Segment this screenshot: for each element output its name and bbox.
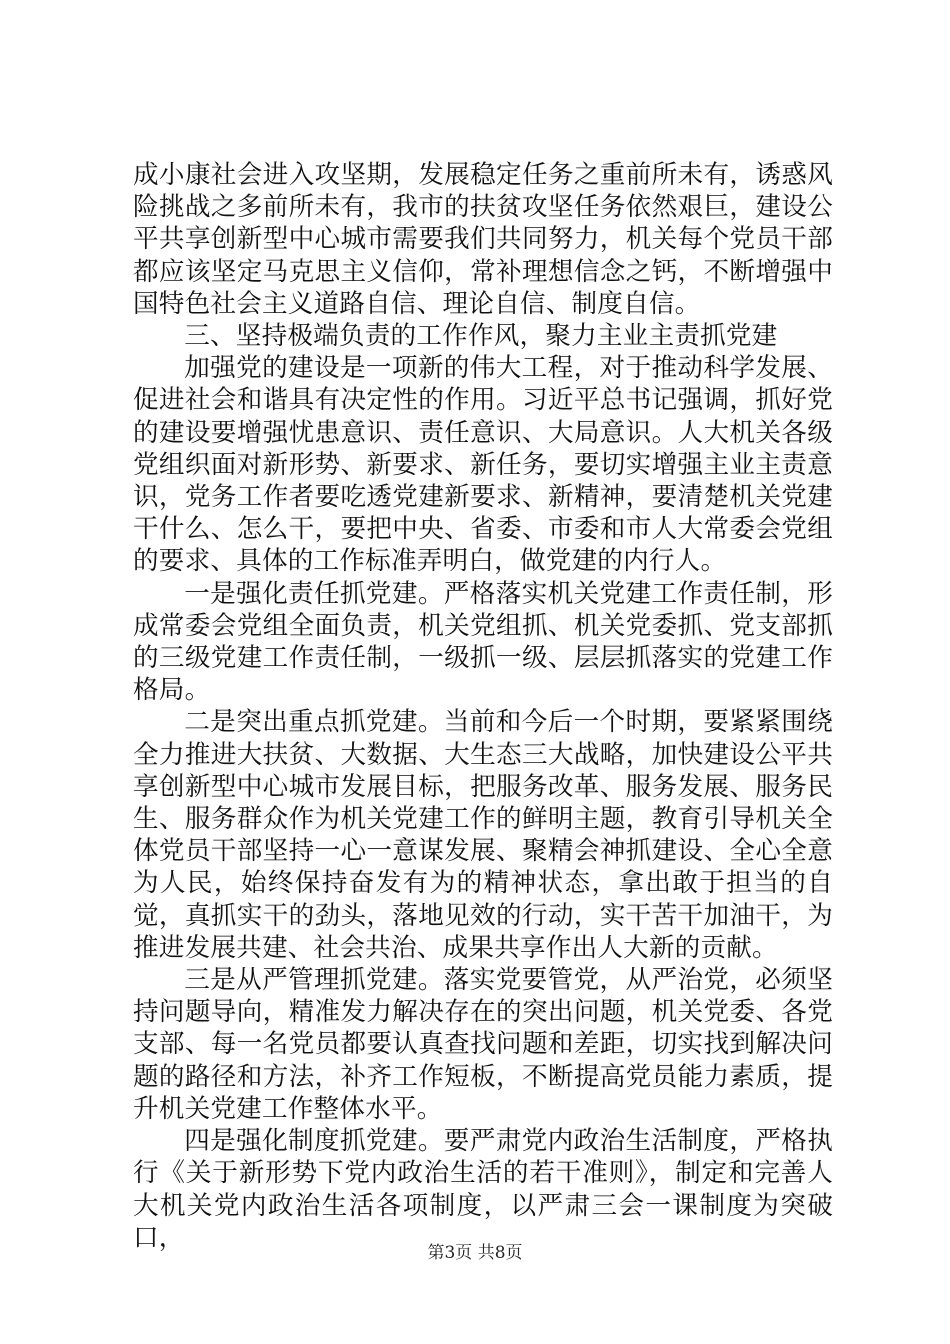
paragraph-point-two: 二是突出重点抓党建。当前和今后一个时期，要紧紧围绕全力推进大扶贫、大数据、大生态三大战略，加快建设公平共享创新型中心城市发展目标，把服务改革、服务发展、服务民生、服务群众作为机关党建工作的鲜明主题，教育引导机关全体党员干部坚持一心一意谋发展、聚精会神抓建设、全心全意为人民，始终保持奋发有为的精神状态，拿出敢于担当的自觉，真抓实干的劲头，落地见效的行动，实干苦干加油干，为推进发展共建、社会共治、成果共享作出人大新的贡献。 — [133, 707, 833, 963]
paragraph-point-one: 一是强化责任抓党建。严格落实机关党建工作责任制，形成常委会党组全面负责，机关党组抓、机关党委抓、党支部抓的三级党建工作责任制，一级抓一级、层层抓落实的党建工作格局。 — [133, 578, 833, 706]
paragraph-point-four: 四是强化制度抓党建。要严肃党内政治生活制度，严格执行《关于新形势下党内政治生活的若干准则》，制定和完善人大机关党内政治生活各项制度，以严肃三会一课制度为突破口， — [133, 1126, 833, 1253]
document-body — [133, 159, 833, 1254]
paragraph-party-building: 加强党的建设是一项新的伟大工程，对于推动科学发展、促进社会和谐具有决定性的作用。习近平总书记强调，抓好党的建设要增强忧患意识、责任意识、大局意识。人大机关各级党组织面对新形势、新要求、新任务，要切实增强主业主责意识，党务工作者要吃透党建新要求、新精神，要清楚机关党建干什么、怎么干，要把中央、省委、市委和市人大常委会党组的要求、具体的工作标准弄明白，做党建的内行人。 — [133, 353, 833, 577]
page-number-footer: 第3页 共8页 — [427, 1243, 523, 1263]
paragraph-continuation: 成小康社会进入攻坚期，发展稳定任务之重前所未有，诱惑风险挑战之多前所未有，我市的扶贫攻坚任务依然艰巨，建设公平共享创新型中心城市需要我们共同努力，机关每个党员干部都应该坚定马克思主义信仰，常补理想信念之钙，不断增强中国特色社会主义道路自信、理论自信、制度自信。 — [133, 160, 833, 319]
paragraph-point-three: 三是从严管理抓党建。落实党要管党，从严治党，必须坚持问题导向，精准发力解决存在的突出问题，机关党委、各党支部、每一名党员都要认真查找问题和差距，切实找到解决问题的路径和方法，补齐工作短板，不断提高党员能力素质，提升机关党建工作整体水平。 — [133, 965, 833, 1124]
section-heading: 三、坚持极端负责的工作作风，聚力主业主责抓党建 — [184, 321, 778, 352]
